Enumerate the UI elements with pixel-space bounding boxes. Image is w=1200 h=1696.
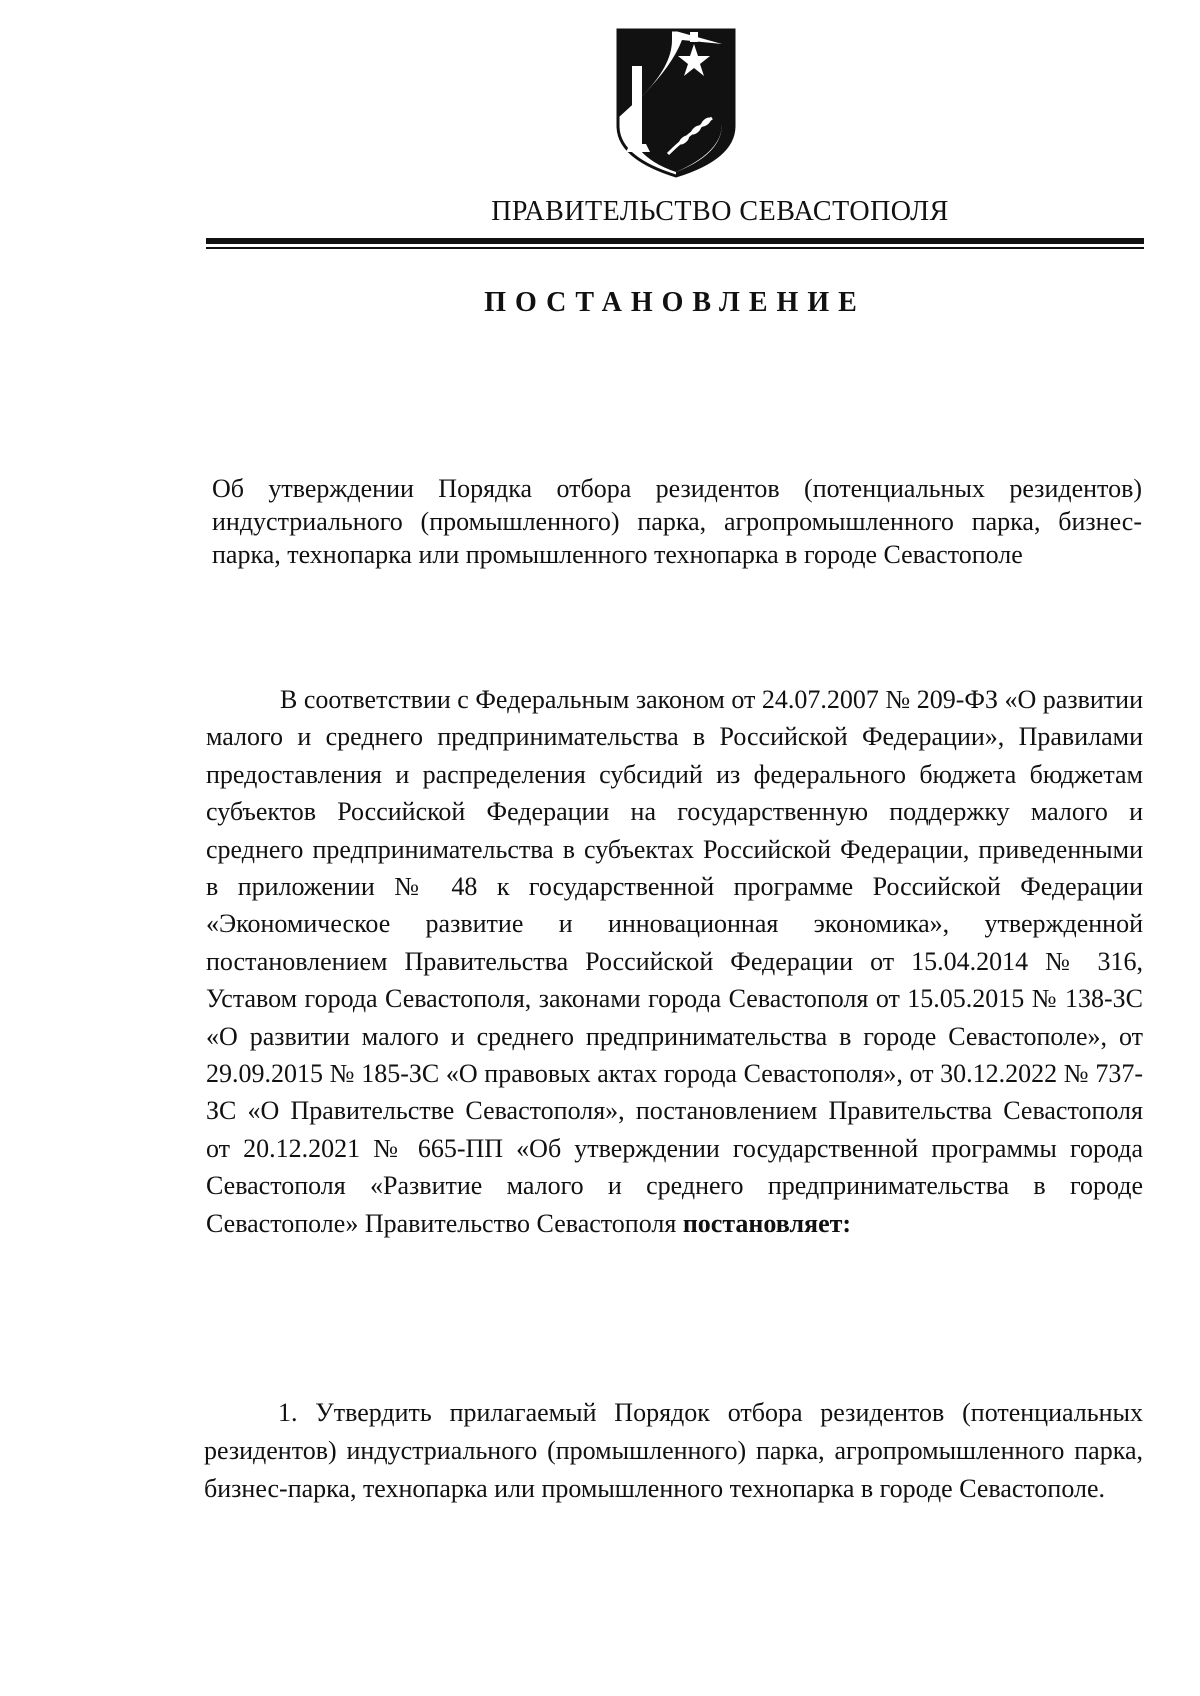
government-name: ПРАВИТЕЛЬСТВО СЕВАСТОПОЛЯ [491, 196, 949, 227]
header-rule-thick [206, 238, 1144, 244]
document-type-title: ПОСТАНОВЛЕНИЕ [484, 287, 866, 318]
preamble-text: В соответствии с Федеральным законом от 24.07.2007 № 209-ФЗ «О развитии малого и среднего предпринимательства в Российской Федерации», Правилами предоставления и распределения субсидий из федерального бюджета бюджетам субъектов Российской Федерации на государственную поддержку малого и среднего предпринимательства в субъектах Российской Федерации, приведенными в приложении № 48 к государственной программе Российской Федерации «Экономическое развитие и инновационная экономика», утвержденной постановлением Правительства Российской Федерации от 15.04.2014 № 316, Уставом города Севастополя, законами города Севастополя от 15.05.2015 № 138-ЗС «О развитии малого и среднего предпринимательства в городе Севастополе», от 29.09.2015 № 185-ЗС «О правовых актах города Севастополя», от 30.12.2022 № 737-ЗС «О Правительстве Севастополя», постановлением Правительства Севастополя от 20.12.2021 № 665-ПП «Об утверждении государственной программы города Севастополя «Развитие малого и среднего предпринимательства в городе Севастополе» Правительство Севастополя [206, 685, 1143, 1238]
resolution-item-1: 1. Утвердить прилагаемый Порядок отбора резидентов (потенциальных резидентов) индустриального (промышленного) парка, агропромышленного парка, бизнес-парка, технопарка или промышленного технопарка в городе Севастополе. [204, 1398, 1143, 1503]
preamble-paragraph [206, 681, 1143, 1242]
document-subject: Об утверждении Порядка отбора резидентов (потенциальных резидентов) индустриального (промышленного) парка, агропромышленного парка, бизнес-парка, технопарка или промышленного технопарка в городе Севастополе [212, 474, 1142, 569]
header-rule-thin [206, 247, 1144, 249]
operative-word: постановляет: [682, 1208, 852, 1238]
sevastopol-coat-of-arms-icon [612, 26, 740, 182]
